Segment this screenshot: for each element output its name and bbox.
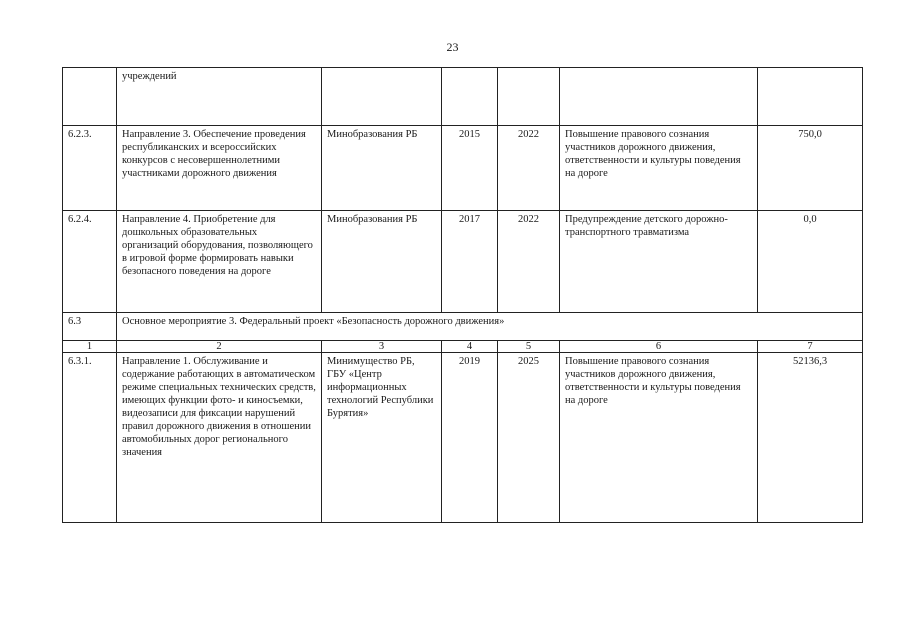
- row-result: [560, 68, 758, 126]
- table-row: [63, 126, 863, 211]
- section-row: [63, 313, 863, 341]
- row-name: Направление 4. Приобретение для дошкольных образовательных организаций оборудования, позволяющего в игровой форме формировать навыки безопасного поведения на дороге: [117, 211, 322, 313]
- row-start: [442, 68, 498, 126]
- row-amount: [758, 68, 863, 126]
- row-end: 2022: [498, 211, 560, 313]
- column-number: 3: [322, 341, 442, 353]
- measures-table: [62, 67, 863, 523]
- row-id: 6.2.4.: [63, 211, 117, 313]
- row-org: Минимущество РБ, ГБУ «Центр информационных технологий Республики Бурятия»: [322, 353, 442, 523]
- row-name: Направление 3. Обеспечение проведения республиканских и всероссийских конкурсов с несовершеннолетними участниками дорожного движения: [117, 126, 322, 211]
- column-number: 1: [63, 341, 117, 353]
- row-id: 6.2.3.: [63, 126, 117, 211]
- row-org: [322, 68, 442, 126]
- column-number: 4: [442, 341, 498, 353]
- column-numbers-row: [63, 341, 863, 353]
- table-row: [63, 211, 863, 313]
- page-number: 23: [446, 40, 459, 54]
- row-org: Минобразования РБ: [322, 211, 442, 313]
- row-start: 2019: [442, 353, 498, 523]
- row-end: 2022: [498, 126, 560, 211]
- column-number: 7: [758, 341, 863, 353]
- row-id: 6.3.1.: [63, 353, 117, 523]
- row-id: [63, 68, 117, 126]
- row-result: Повышение правового сознания участников дорожного движения, ответственности и культуры поведения на дороге: [560, 353, 758, 523]
- row-end: 2025: [498, 353, 560, 523]
- row-end: [498, 68, 560, 126]
- column-number: 6: [560, 341, 758, 353]
- row-amount: 0,0: [758, 211, 863, 313]
- row-org: Минобразования РБ: [322, 126, 442, 211]
- table-row: [63, 353, 863, 523]
- section-id: 6.3: [63, 313, 117, 341]
- row-name: Направление 1. Обслуживание и содержание работающих в автоматическом режиме специальных технических средств, имеющих функции фото- и киносъемки, видеозаписи для фиксации нарушений правил дорожного движения в отношении автомобильных дорог регионального значения: [117, 353, 322, 523]
- row-start: 2015: [442, 126, 498, 211]
- row-result: Предупреждение детского дорожно-транспортного травматизма: [560, 211, 758, 313]
- row-name: учреждений: [117, 68, 322, 126]
- row-result: Повышение правового сознания участников дорожного движения, ответственности и культуры поведения на дороге: [560, 126, 758, 211]
- column-number: 2: [117, 341, 322, 353]
- row-amount: 52136,3: [758, 353, 863, 523]
- row-amount: 750,0: [758, 126, 863, 211]
- table-row: [63, 68, 863, 126]
- column-number: 5: [498, 341, 560, 353]
- row-start: 2017: [442, 211, 498, 313]
- section-title: Основное мероприятие 3. Федеральный проект «Безопасность дорожного движения»: [117, 313, 863, 341]
